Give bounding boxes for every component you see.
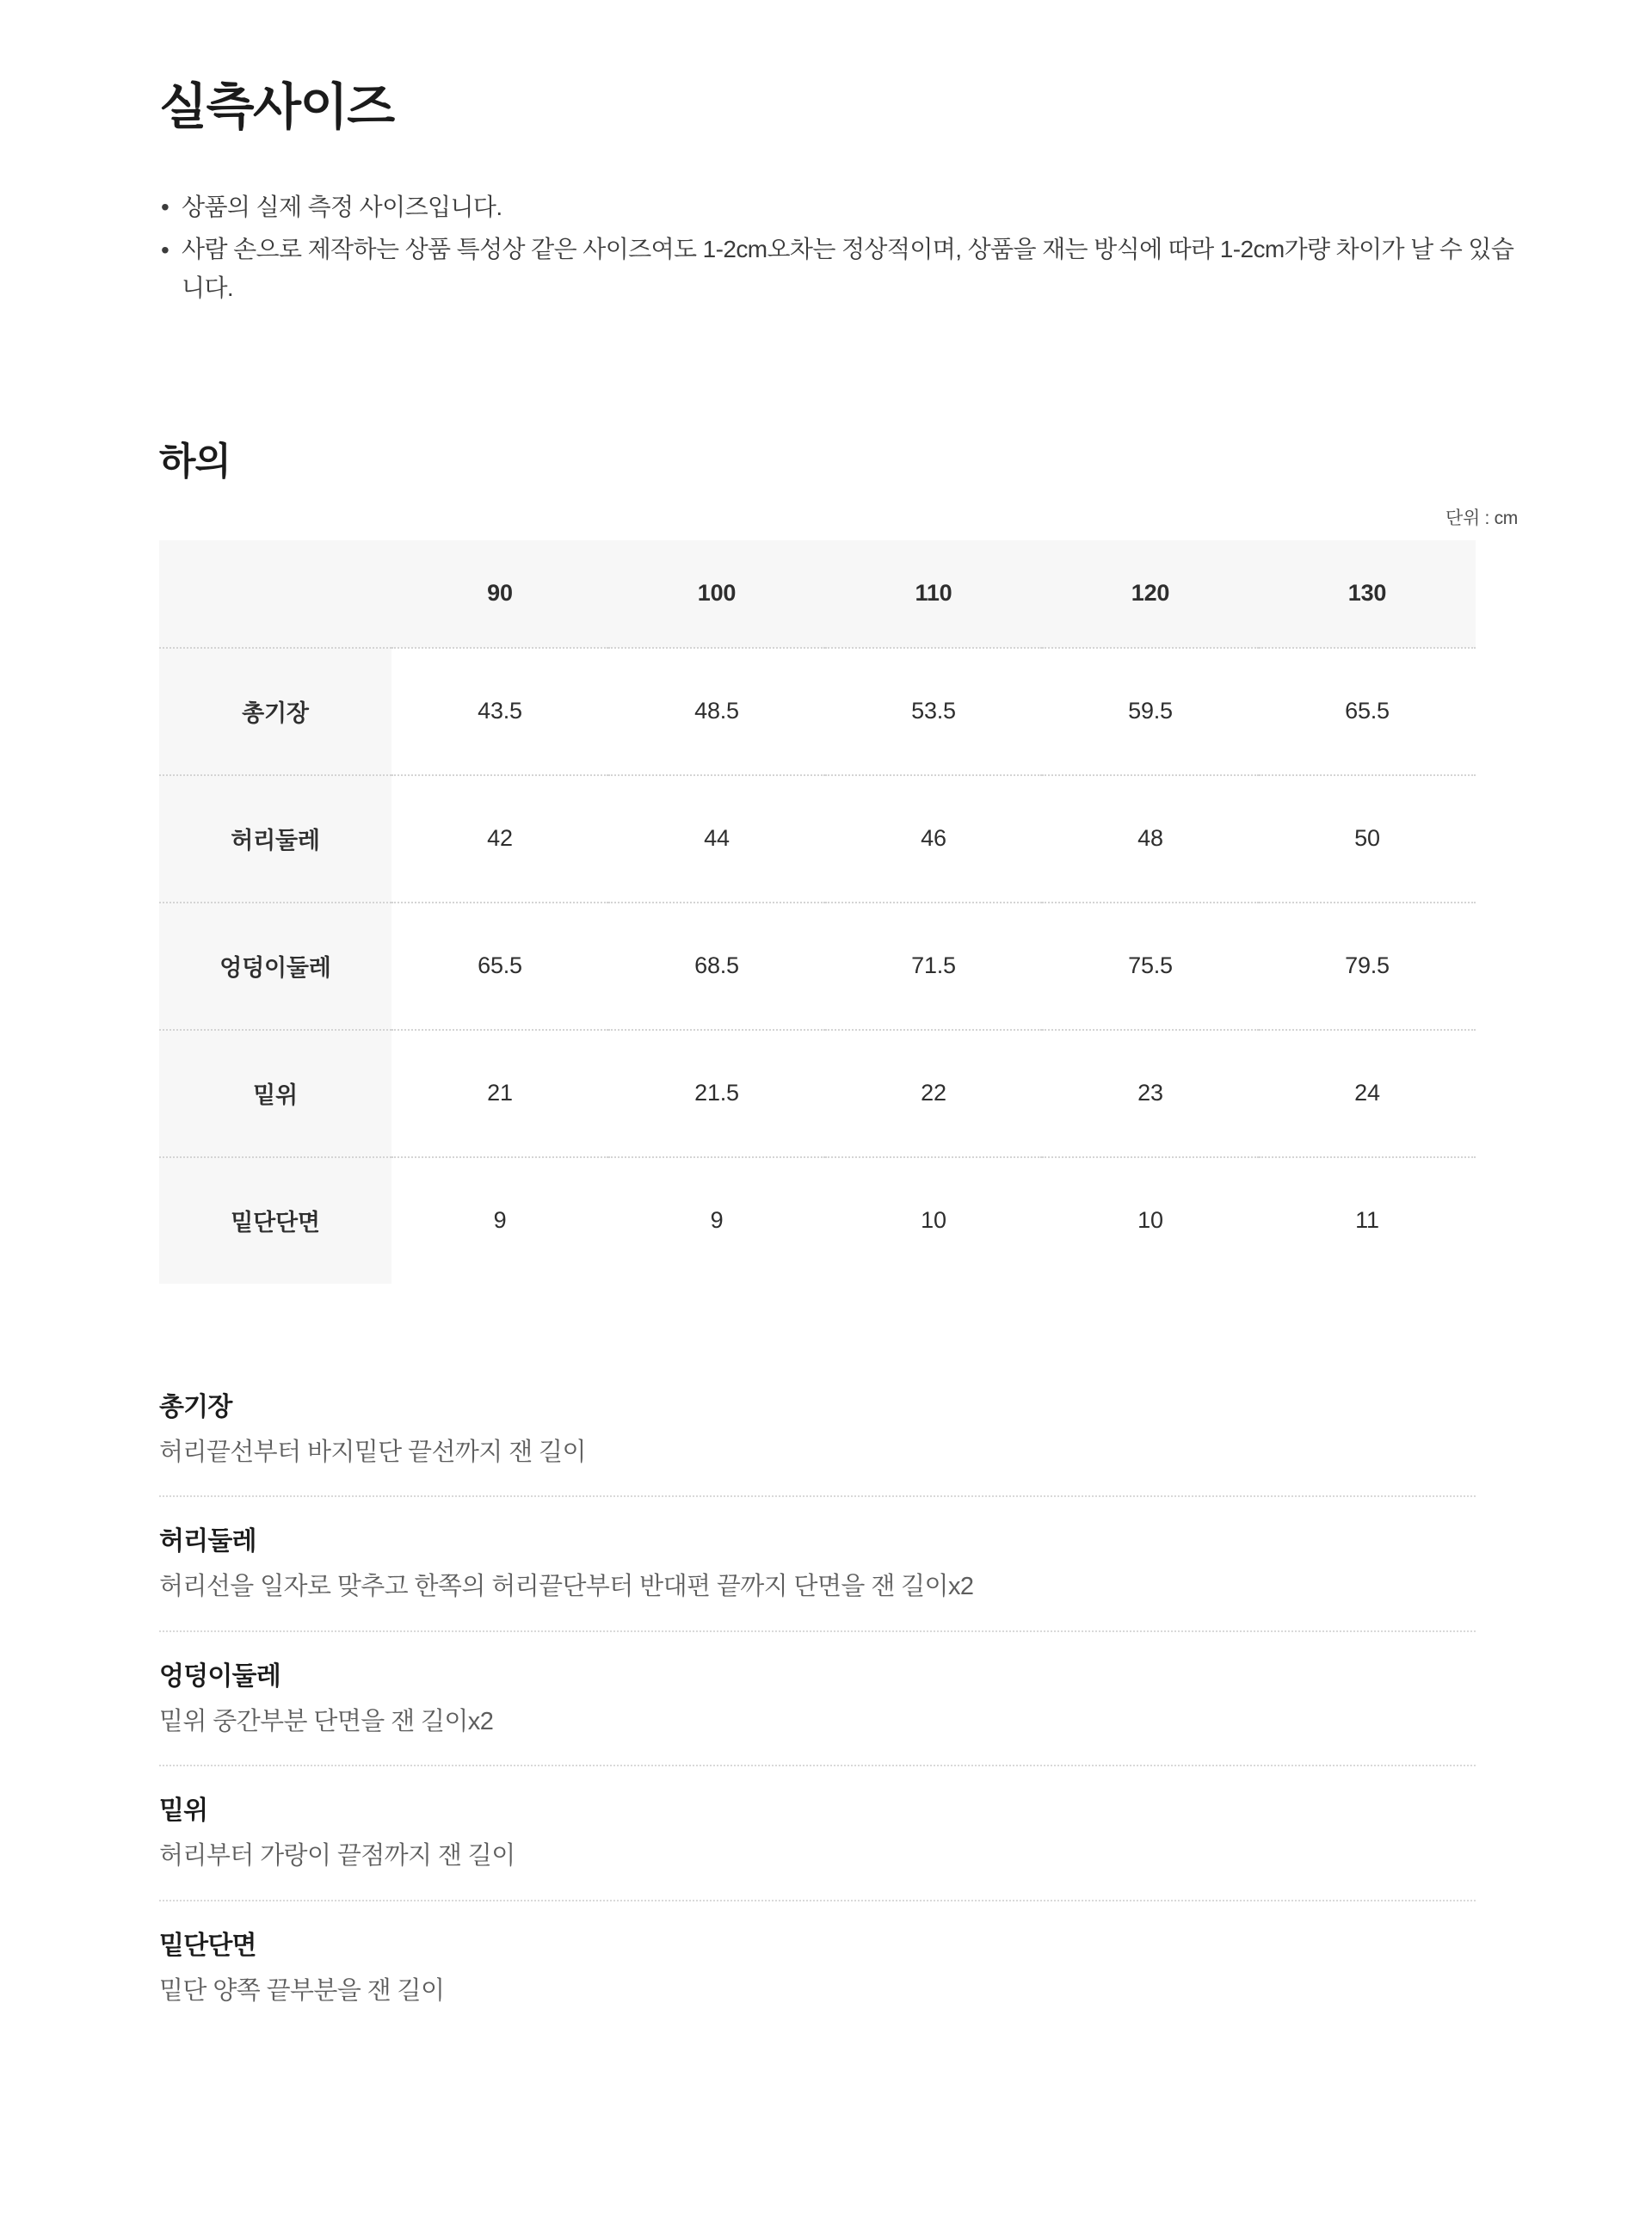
table-cell: 46 (825, 775, 1042, 903)
table-row (159, 903, 1476, 1030)
table-header-row (159, 540, 1476, 648)
table-cell: 48 (1042, 775, 1259, 903)
table-corner-cell (159, 540, 391, 648)
note-text: 상품의 실제 측정 사이즈입니다. (182, 193, 502, 220)
glossary-entry (159, 1632, 1476, 1767)
column-header-size: 130 (1259, 540, 1476, 648)
table-cell: 71.5 (825, 903, 1042, 1030)
table-cell: 9 (710, 1207, 724, 1234)
column-header-size: 120 (1042, 540, 1259, 648)
glossary-description: 허리선을 일자로 맞추고 한쪽의 허리끝단부터 반대편 끝까지 단면을 잰 길이x2 (159, 1573, 974, 1601)
glossary-description: 밑위 중간부분 단면을 잰 길이x2 (159, 1707, 494, 1735)
table-cell: 75.5 (1042, 903, 1259, 1030)
glossary-description: 허리끝선부터 바지밑단 끝선까지 잰 길이 (159, 1438, 586, 1466)
table-cell: 79.5 (1259, 903, 1476, 1030)
table-cell: 59.5 (1042, 648, 1259, 775)
table-cell: 44 (608, 775, 825, 903)
row-header-label: 허리둘레 (159, 775, 391, 903)
column-header-size: 100 (608, 540, 825, 648)
glossary-entry (159, 1363, 1476, 1498)
column-header-size: 110 (825, 540, 1042, 648)
table-cell: 53.5 (825, 648, 1042, 775)
section-title-bottoms: 하의 (159, 440, 231, 483)
table-cell: 21 (391, 1030, 608, 1157)
table-cell: 43.5 (391, 648, 608, 775)
note-item (159, 230, 1525, 308)
table-body (159, 648, 1476, 1284)
table-cell: 22 (825, 1030, 1042, 1157)
glossary-entry (159, 1497, 1476, 1632)
table-cell: 9 (493, 1207, 507, 1234)
bullet-icon: • (161, 194, 170, 221)
table-header (159, 540, 1476, 648)
table-cell: 24 (1259, 1030, 1476, 1157)
row-header-label: 밑위 (159, 1030, 391, 1157)
table-cell: 42 (391, 775, 608, 903)
glossary-description: 허리부터 가랑이 끝점까지 잰 길이 (159, 1842, 515, 1870)
table-cell: 10 (1137, 1207, 1163, 1234)
measurement-glossary (159, 1363, 1476, 2035)
row-header-label: 엉덩이둘레 (159, 903, 391, 1030)
glossary-term: 허리둘레 (159, 1527, 256, 1556)
table-cell: 11 (1355, 1207, 1379, 1234)
page-title: 실측사이즈 (159, 79, 394, 135)
glossary-description: 밑단 양쪽 끝부분을 잰 길이 (159, 1977, 445, 2006)
glossary-term: 엉덩이둘레 (159, 1661, 280, 1691)
table-row (159, 1030, 1476, 1157)
row-header-label: 밑단단면 (159, 1157, 391, 1284)
table-cell: 21.5 (608, 1030, 825, 1157)
glossary-term: 밑위 (159, 1796, 208, 1826)
glossary-entry (159, 1766, 1476, 1901)
unit-label: 단위 : cm (1446, 508, 1518, 528)
size-measurement-table (159, 540, 1476, 1284)
table-cell: 10 (921, 1207, 946, 1234)
table-row (159, 775, 1476, 903)
table-cell: 65.5 (391, 903, 608, 1030)
bullet-icon: • (161, 236, 170, 263)
glossary-term: 총기장 (159, 1392, 232, 1421)
glossary-term: 밑단단면 (159, 1932, 256, 1961)
table-cell: 50 (1259, 775, 1476, 903)
table-row (159, 648, 1476, 775)
note-text: 사람 손으로 제작하는 상품 특성상 같은 사이즈여도 1-2cm오차는 정상적이며, 상품을 재는 방식에 따라 1-2cm가량 차이가 날 수 있습니다. (182, 235, 1514, 302)
table-cell: 65.5 (1259, 648, 1476, 775)
row-header-label: 총기장 (159, 648, 391, 775)
table-cell: 68.5 (608, 903, 825, 1030)
table-cell: 48.5 (608, 648, 825, 775)
column-header-size: 90 (391, 540, 608, 648)
glossary-entry (159, 1901, 1476, 2035)
note-item (159, 188, 1525, 226)
table-row (159, 1157, 1476, 1284)
table-cell: 23 (1042, 1030, 1259, 1157)
notes-list (159, 188, 1525, 308)
